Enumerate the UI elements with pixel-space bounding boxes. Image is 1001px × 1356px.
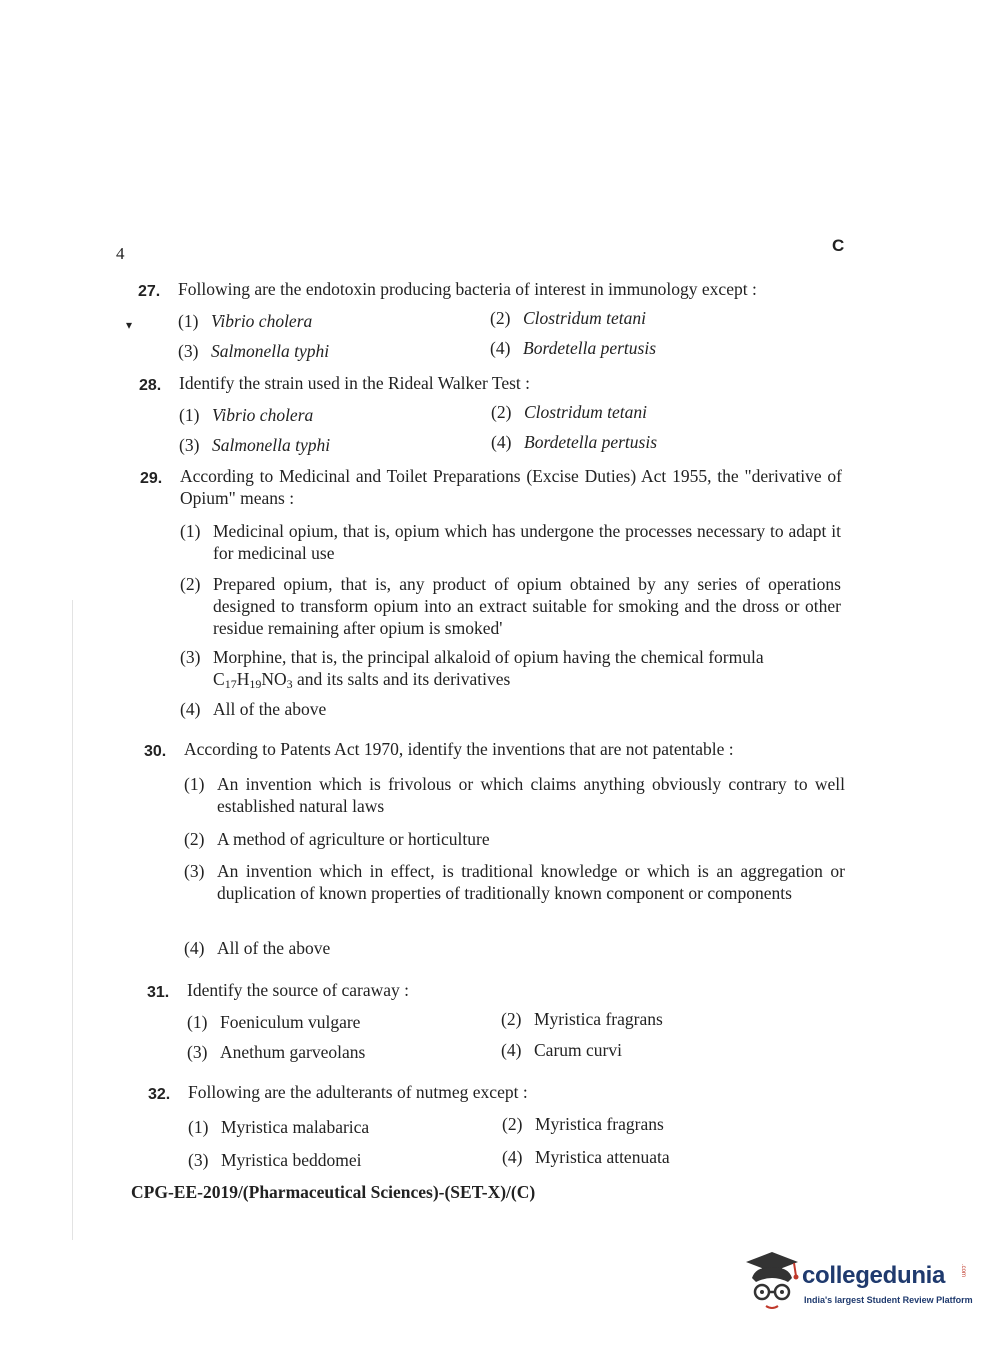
option-text: Clostridum tetani [524,402,647,422]
option-text: An invention which in effect, is traditional knowledge or which is an aggregation or duplication of known properties of traditionally known component or components [217,861,845,903]
mouth [766,1306,778,1308]
eye-right [780,1290,784,1294]
question-number: 27. [138,283,161,300]
tassel-end [794,1275,799,1280]
question-stem: Following are the adulterants of nutmeg except : [188,1082,528,1102]
mascot-icon [742,1248,802,1318]
question-27 [138,278,838,368]
option-text: Medicinal opium, that is, opium which has undergone the processes necessary to adapt it for medicinal use [213,521,841,563]
option-text: Carum curvi [534,1040,622,1060]
option-text: Bordetella pertusis [524,432,658,452]
option-number: (4) [501,1040,522,1060]
question-number: 31. [147,984,170,1001]
option-number: (4) [490,338,511,358]
question-stem: Identify the strain used in the Rideal Walker Test : [179,373,531,393]
option-text: An invention which is frivolous or which claims anything obviously contrary to well established natural laws [217,774,845,816]
option-text [213,646,841,690]
option-number: (2) [184,829,205,849]
option-number: (2) [501,1009,522,1029]
option-text: Foeniculum vulgare [220,1012,361,1032]
formula-c-sub: 17 [224,677,237,691]
formula-no: NO [261,669,287,689]
stray-mark: ▾ [126,318,133,332]
question-31 [147,979,847,1069]
cap-tassel [794,1263,796,1276]
binding-line [72,600,73,1240]
option-number: (1) [179,405,200,425]
option-number: (1) [180,521,201,541]
option-number: (3) [184,861,205,881]
logo-brand-text: collegedunia [802,1262,946,1289]
option-number: (3) [187,1042,208,1062]
chemical-formula [213,669,293,689]
option-text: Myristica fragrans [534,1009,663,1029]
option-text: Myristica attenuata [535,1147,670,1167]
formula-c: C [213,669,225,689]
hair [752,1268,792,1282]
collegedunia-logo [742,1248,972,1318]
formula-no-sub: 3 [286,677,293,691]
option-text: Salmonella typhi [212,435,331,455]
option-number: (3) [188,1150,209,1170]
option-number: (1) [178,311,199,331]
option-number: (4) [491,432,512,452]
option-text: Clostridum tetani [523,308,646,328]
question-stem: According to Medicinal and Toilet Preparations (Excise Duties) Act 1955, the "derivative of Opium" means : [180,466,842,508]
question-number: 32. [148,1086,171,1103]
option-text: Vibrio cholera [212,405,314,425]
question-30 [144,738,849,968]
option-text-after: and its salts and its derivatives [296,669,511,689]
option-text: Vibrio cholera [211,311,313,331]
question-32 [148,1081,848,1176]
option-text: Bordetella pertusis [523,338,657,358]
option-text: All of the above [213,699,327,719]
option-number: (2) [490,308,511,328]
option-number: (2) [502,1114,523,1134]
question-number: 30. [144,743,167,760]
option-text: Salmonella typhi [211,341,330,361]
option-number: (3) [180,647,201,667]
option-text-before: Morphine, that is, the principal alkaloid of opium having the chemical formula [213,647,764,667]
option-text: Myristica beddomei [221,1150,362,1170]
option-text: Prepared opium, that is, any product of opium obtained by any series of operations designed to transform opium into an extract suitable for smoking and the dross or other residue remaining after opium is smoked' [213,574,841,638]
question-stem: According to Patents Act 1970, identify the inventions that are not patentable : [184,739,734,759]
formula-h-sub: 19 [249,677,262,691]
formula-h: H [236,669,250,689]
question-number: 29. [140,470,163,487]
logo-dotcom: .com [960,1264,966,1278]
option-text: All of the above [217,938,331,958]
question-29 [140,465,845,725]
option-number: (1) [184,774,205,794]
option-number: (4) [184,938,205,958]
option-number: (3) [179,435,200,455]
page-number: 4 [116,244,125,263]
eye-left [760,1290,764,1294]
option-number: (1) [188,1117,209,1137]
option-number: (3) [178,341,199,361]
option-text: Myristica fragrans [535,1114,664,1134]
question-number: 28. [139,377,162,394]
option-text: A method of agriculture or horticulture [217,829,490,849]
question-28 [139,372,839,462]
option-number: (4) [180,699,201,719]
option-number: (2) [491,402,512,422]
option-number: (1) [187,1012,208,1032]
option-number: (2) [180,574,201,594]
set-code: C [832,236,845,255]
footer-exam-code: CPG-EE-2019/(Pharmaceutical Sciences)-(SET-X)/(C) [131,1182,536,1202]
option-text: Myristica malabarica [221,1117,370,1137]
question-stem: Identify the source of caraway : [187,980,410,1000]
question-stem: Following are the endotoxin producing bacteria of interest in immunology except : [178,279,757,299]
logo-tagline: India's largest Student Review Platform [804,1295,973,1305]
option-text: Anethum garveolans [220,1042,366,1062]
option-number: (4) [502,1147,523,1167]
